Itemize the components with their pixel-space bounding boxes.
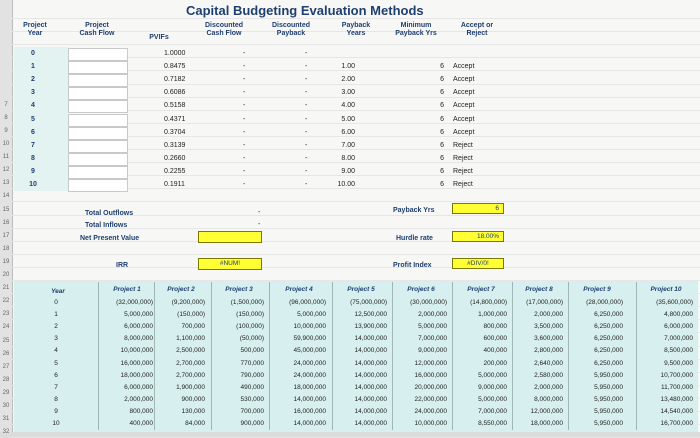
project-cash-flow-cell[interactable]: 11,700,000 bbox=[660, 383, 693, 391]
payback-years-cell[interactable]: 9.00 bbox=[341, 167, 355, 175]
minimum-payback-cell[interactable]: 6 bbox=[440, 102, 444, 110]
project-cash-flow-cell[interactable]: 14,000,000 bbox=[354, 407, 387, 415]
project-cash-flow-cell[interactable]: 14,000,000 bbox=[354, 335, 387, 343]
project-cash-flow-cell[interactable]: 400,000 bbox=[129, 420, 153, 427]
bottom-year-cell[interactable]: 3 bbox=[54, 335, 58, 343]
row-number[interactable]: 14 bbox=[2, 193, 10, 200]
pvif-cell[interactable]: 0.3704 bbox=[164, 128, 186, 136]
project-cash-flow-cell[interactable]: 2,000,000 bbox=[124, 395, 153, 403]
bottom-year-cell[interactable]: 2 bbox=[54, 323, 58, 331]
project-cash-flow-cell[interactable]: 400,000 bbox=[483, 347, 507, 355]
project-cash-flow-cell[interactable]: 13,900,000 bbox=[354, 323, 387, 331]
project-cash-flow-cell[interactable]: 5,000,000 bbox=[124, 311, 153, 319]
bottom-year-cell[interactable]: 5 bbox=[54, 359, 58, 367]
project-cash-flow-cell[interactable]: (14,800,000) bbox=[470, 299, 507, 306]
discounted-payback-cell[interactable]: - bbox=[305, 167, 308, 175]
minimum-payback-cell[interactable]: 6 bbox=[440, 128, 444, 136]
project-cash-flow-cell[interactable]: 10,700,000 bbox=[660, 371, 693, 379]
project-cash-flow-cell[interactable]: 5,000,000 bbox=[478, 395, 507, 403]
top-year-cell[interactable]: 10 bbox=[29, 181, 37, 188]
project-cash-flow-cell[interactable]: 13,480,000 bbox=[660, 395, 693, 403]
project-cash-flow-cell[interactable]: 6,000,000 bbox=[664, 323, 693, 331]
project-cash-flow-cell[interactable]: 18,000,000 bbox=[530, 420, 563, 427]
project-cash-flow-cell[interactable]: 16,000,000 bbox=[414, 371, 447, 379]
discounted-payback-cell[interactable]: - bbox=[305, 50, 308, 57]
project-cash-flow-cell[interactable]: 4,800,000 bbox=[664, 311, 693, 319]
pvif-cell[interactable]: 0.2660 bbox=[164, 154, 186, 162]
bottom-year-cell[interactable]: 4 bbox=[54, 347, 58, 355]
project-cash-flow-cell[interactable]: 6,250,000 bbox=[594, 347, 623, 355]
project-cash-flow-cell[interactable]: (150,000) bbox=[236, 311, 264, 319]
row-number[interactable]: 19 bbox=[2, 258, 10, 265]
grid-row-line bbox=[12, 44, 700, 45]
project-cash-flow-cell[interactable]: 14,000,000 bbox=[354, 371, 387, 379]
discounted-payback-cell[interactable]: - bbox=[305, 181, 308, 188]
discounted-cash-flow-cell[interactable]: - bbox=[243, 115, 246, 123]
accept-reject-cell[interactable]: Accept bbox=[453, 76, 475, 84]
project-cash-flow-cell[interactable]: (35,600,000) bbox=[656, 299, 693, 306]
project-header-4: Project 4 bbox=[285, 286, 313, 293]
payback-yrs-cell[interactable]: 6 bbox=[452, 203, 504, 214]
project-cash-flow-cell[interactable]: 8,500,000 bbox=[664, 347, 693, 355]
total-inflows-value[interactable]: - bbox=[258, 221, 261, 228]
label-profit-index: Profit Index bbox=[393, 262, 432, 269]
discounted-cash-flow-cell[interactable]: - bbox=[243, 167, 246, 175]
pvif-cell[interactable]: 0.2255 bbox=[164, 167, 186, 175]
project-cash-flow-input[interactable] bbox=[68, 74, 128, 87]
total-outflows-value[interactable]: - bbox=[258, 209, 261, 216]
project-cash-flow-cell[interactable]: 14,000,000 bbox=[354, 383, 387, 391]
grid-row-line bbox=[12, 18, 700, 19]
project-cash-flow-cell[interactable]: (100,000) bbox=[236, 323, 264, 331]
project-cash-flow-input[interactable] bbox=[68, 140, 128, 153]
minimum-payback-cell[interactable]: 6 bbox=[440, 63, 444, 71]
project-cash-flow-cell[interactable]: 45,000,000 bbox=[293, 347, 326, 355]
project-cash-flow-cell[interactable]: 5,950,000 bbox=[594, 395, 623, 403]
pvif-cell[interactable]: 1.0000 bbox=[164, 50, 186, 57]
project-cash-flow-cell[interactable]: 790,000 bbox=[240, 371, 264, 379]
row-number[interactable]: 11 bbox=[2, 154, 10, 161]
project-cash-flow-cell[interactable]: (9,200,000) bbox=[171, 299, 205, 306]
project-cash-flow-cell[interactable]: 6,000,000 bbox=[124, 383, 153, 391]
discounted-payback-cell[interactable]: - bbox=[305, 154, 308, 162]
project-cash-flow-cell[interactable]: 84,000 bbox=[185, 420, 205, 427]
minimum-payback-cell[interactable]: 6 bbox=[440, 89, 444, 97]
discounted-payback-cell[interactable]: - bbox=[305, 115, 308, 123]
pvif-cell[interactable]: 0.6086 bbox=[164, 89, 186, 97]
discounted-cash-flow-cell[interactable]: - bbox=[243, 63, 246, 71]
project-cash-flow-cell[interactable]: 2,800,000 bbox=[534, 347, 563, 355]
row-number[interactable]: 18 bbox=[2, 245, 10, 252]
top-year-cell[interactable]: 2 bbox=[31, 76, 35, 84]
year-column-shade bbox=[14, 47, 68, 191]
pvif-cell[interactable]: 0.4371 bbox=[164, 115, 186, 123]
row-number[interactable]: 28 bbox=[2, 376, 10, 383]
row-number[interactable]: 12 bbox=[2, 167, 10, 174]
project-cash-flow-input[interactable] bbox=[68, 48, 128, 61]
sheet-title: Capital Budgeting Evaluation Methods bbox=[186, 3, 424, 18]
pvif-cell[interactable]: 0.1911 bbox=[164, 181, 185, 188]
pvif-cell[interactable]: 0.3139 bbox=[164, 141, 186, 149]
project-header-10: Project 10 bbox=[650, 286, 682, 293]
accept-reject-cell[interactable]: Reject bbox=[453, 167, 473, 175]
project-cash-flow-cell[interactable]: (17,000,000) bbox=[526, 299, 563, 306]
pvif-cell[interactable]: 0.8475 bbox=[164, 63, 186, 71]
project-cash-flow-cell[interactable]: 5,950,000 bbox=[594, 371, 623, 379]
bottom-year-cell[interactable]: 0 bbox=[54, 299, 58, 306]
pvif-cell[interactable]: 0.7182 bbox=[164, 76, 186, 84]
project-cash-flow-cell[interactable]: 500,000 bbox=[240, 347, 264, 355]
row-number[interactable]: 31 bbox=[2, 416, 10, 423]
profit-index-cell[interactable]: #DIV/0! bbox=[452, 258, 504, 269]
project-cash-flow-cell[interactable]: 700,000 bbox=[181, 323, 205, 331]
label-total-inflows: Total Inflows bbox=[85, 222, 128, 229]
project-cash-flow-cell[interactable]: 2,500,000 bbox=[176, 347, 205, 355]
project-cash-flow-cell[interactable]: 59,900,000 bbox=[293, 335, 326, 343]
project-cash-flow-input[interactable] bbox=[68, 61, 128, 74]
project-cash-flow-cell[interactable]: 490,000 bbox=[240, 383, 264, 391]
discounted-payback-cell[interactable]: - bbox=[305, 76, 308, 84]
project-cash-flow-cell[interactable]: 900,000 bbox=[181, 395, 205, 403]
project-cash-flow-cell[interactable]: 5,950,000 bbox=[594, 383, 623, 391]
row-number[interactable]: 32 bbox=[2, 429, 10, 436]
project-cash-flow-cell[interactable]: 24,000,000 bbox=[293, 371, 326, 379]
project-cash-flow-cell[interactable]: 5,000,000 bbox=[297, 311, 326, 319]
top-year-cell[interactable]: 3 bbox=[31, 89, 35, 97]
discounted-cash-flow-cell[interactable]: - bbox=[243, 154, 246, 162]
pvif-cell[interactable]: 0.5158 bbox=[164, 102, 186, 110]
row-number[interactable]: 26 bbox=[2, 350, 10, 357]
project-cash-flow-cell[interactable]: 1,100,000 bbox=[176, 335, 205, 343]
header-minimum-payback: Minimum Payback Yrs bbox=[395, 22, 437, 37]
row-number[interactable]: 24 bbox=[2, 324, 10, 331]
row-number[interactable]: 16 bbox=[2, 219, 10, 226]
row-number[interactable]: 9 bbox=[4, 127, 8, 134]
project-cash-flow-cell[interactable]: 6,250,000 bbox=[594, 359, 623, 367]
project-cash-flow-cell[interactable]: 16,000,000 bbox=[120, 359, 153, 367]
project-cash-flow-cell[interactable]: 8,550,000 bbox=[478, 420, 507, 427]
minimum-payback-cell[interactable]: 6 bbox=[440, 181, 444, 188]
minimum-payback-cell[interactable]: 6 bbox=[440, 141, 444, 149]
project-cash-flow-cell[interactable]: 530,000 bbox=[240, 395, 264, 403]
project-cash-flow-cell[interactable]: 16,700,000 bbox=[660, 420, 693, 427]
project-cash-flow-cell[interactable]: 5,000,000 bbox=[418, 323, 447, 331]
bottom-year-cell[interactable]: 6 bbox=[54, 371, 58, 379]
project-cash-flow-input[interactable] bbox=[68, 127, 128, 140]
project-cash-flow-cell[interactable]: 18,000,000 bbox=[120, 371, 153, 379]
project-cash-flow-cell[interactable]: 14,000,000 bbox=[354, 420, 387, 427]
npv-cell[interactable] bbox=[198, 231, 262, 243]
project-cash-flow-cell[interactable]: 24,000,000 bbox=[293, 359, 326, 367]
discounted-cash-flow-cell[interactable]: - bbox=[243, 50, 246, 57]
payback-years-cell[interactable]: 3.00 bbox=[341, 89, 355, 97]
project-cash-flow-cell[interactable]: 900,000 bbox=[240, 420, 264, 427]
bottom-year-cell[interactable]: 10 bbox=[52, 420, 60, 427]
project-cash-flow-cell[interactable]: (28,000,000) bbox=[586, 299, 623, 306]
header-accept-reject: Accept or Reject bbox=[460, 22, 494, 37]
project-header-7: Project 7 bbox=[467, 286, 495, 293]
top-year-cell[interactable]: 6 bbox=[31, 128, 35, 136]
project-cash-flow-cell[interactable]: 1,900,000 bbox=[176, 383, 205, 391]
accept-reject-cell[interactable]: Accept bbox=[453, 89, 475, 97]
row-number[interactable]: 8 bbox=[4, 114, 8, 121]
project-cash-flow-cell[interactable]: 14,000,000 bbox=[354, 347, 387, 355]
top-year-cell[interactable]: 8 bbox=[31, 154, 35, 162]
project-cash-flow-input[interactable] bbox=[68, 153, 128, 166]
bottom-year-cell[interactable]: 1 bbox=[54, 311, 58, 319]
project-cash-flow-cell[interactable]: 3,600,000 bbox=[534, 335, 563, 343]
accept-reject-cell[interactable]: Reject bbox=[453, 181, 473, 188]
project-cash-flow-cell[interactable]: 2,000,000 bbox=[418, 311, 447, 319]
project-cash-flow-cell[interactable]: 10,000,000 bbox=[414, 420, 447, 427]
row-number[interactable]: 29 bbox=[2, 389, 10, 396]
discounted-cash-flow-cell[interactable]: - bbox=[243, 89, 246, 97]
project-cash-flow-cell[interactable]: 22,000,000 bbox=[414, 395, 447, 403]
header-discounted-payback: Discounted Payback bbox=[271, 22, 311, 37]
project-cash-flow-cell[interactable]: 7,000,000 bbox=[478, 407, 507, 415]
project-cash-flow-cell[interactable]: 12,500,000 bbox=[354, 311, 387, 319]
project-cash-flow-cell[interactable]: 700,000 bbox=[240, 407, 264, 415]
label-hurdle-rate: Hurdle rate bbox=[396, 235, 433, 242]
irr-cell[interactable]: #NUM! bbox=[198, 258, 262, 270]
grid-row-line bbox=[12, 254, 700, 255]
project-cash-flow-cell[interactable]: 9,000,000 bbox=[418, 347, 447, 355]
project-cash-flow-cell[interactable]: 800,000 bbox=[129, 407, 153, 415]
project-header-1: Project 1 bbox=[113, 286, 141, 293]
project-cash-flow-cell[interactable]: 600,000 bbox=[483, 335, 507, 343]
row-number[interactable]: 10 bbox=[2, 141, 10, 147]
bottom-year-cell[interactable]: 7 bbox=[54, 383, 58, 391]
bottom-year-cell[interactable]: 9 bbox=[54, 407, 58, 415]
accept-reject-cell[interactable]: Accept bbox=[453, 115, 475, 123]
year-column-header: Year bbox=[51, 288, 65, 295]
project-cash-flow-cell[interactable]: 8,000,000 bbox=[534, 395, 563, 403]
accept-reject-cell[interactable]: Accept bbox=[453, 63, 475, 71]
project-cash-flow-cell[interactable]: 14,000,000 bbox=[293, 420, 326, 427]
header-pvifs: PVIFs bbox=[149, 34, 169, 41]
project-cash-flow-cell[interactable]: 2,580,000 bbox=[534, 371, 563, 379]
row-number[interactable]: 13 bbox=[2, 180, 10, 187]
payback-years-cell[interactable]: 6.00 bbox=[341, 128, 355, 136]
project-cash-flow-cell[interactable]: 2,000,000 bbox=[534, 383, 563, 391]
minimum-payback-cell[interactable]: 6 bbox=[440, 154, 444, 162]
project-cash-flow-cell[interactable]: 14,000,000 bbox=[354, 395, 387, 403]
accept-reject-cell[interactable]: Reject bbox=[453, 154, 473, 162]
project-cash-flow-cell[interactable]: 3,500,000 bbox=[534, 323, 563, 331]
project-cash-flow-cell[interactable]: 14,000,000 bbox=[354, 359, 387, 367]
project-header-3: Project 3 bbox=[225, 286, 253, 293]
hurdle-rate-cell[interactable]: 18.00% bbox=[452, 231, 504, 242]
project-cash-flow-cell[interactable]: (32,000,000) bbox=[116, 299, 153, 306]
grid-row-line bbox=[12, 201, 700, 202]
payback-years-cell[interactable]: 5.00 bbox=[341, 115, 355, 123]
project-cash-flow-cell[interactable]: 6,250,000 bbox=[594, 323, 623, 331]
header-discounted-cash-flow: Discounted Cash Flow bbox=[204, 22, 244, 37]
project-cash-flow-cell[interactable]: 770,000 bbox=[240, 359, 264, 367]
discounted-cash-flow-cell[interactable]: - bbox=[243, 76, 246, 84]
project-cash-flow-input[interactable] bbox=[68, 114, 128, 127]
top-year-cell[interactable]: 5 bbox=[31, 115, 35, 123]
project-header-8: Project 8 bbox=[525, 286, 553, 293]
project-cash-flow-cell[interactable]: 5,950,000 bbox=[594, 420, 623, 427]
payback-years-cell[interactable]: 7.00 bbox=[341, 141, 355, 149]
project-cash-flow-cell[interactable]: 2,640,000 bbox=[534, 359, 563, 367]
project-cash-flow-cell[interactable]: (1,500,000) bbox=[230, 299, 264, 306]
project-cash-flow-cell[interactable]: 9,000,000 bbox=[478, 383, 507, 391]
discounted-payback-cell[interactable]: - bbox=[305, 141, 308, 149]
project-cash-flow-cell[interactable]: 800,000 bbox=[483, 323, 507, 331]
bottom-year-cell[interactable]: 8 bbox=[54, 395, 58, 403]
project-header-5: Project 5 bbox=[347, 286, 375, 293]
discounted-payback-cell[interactable]: - bbox=[305, 89, 308, 97]
project-cash-flow-cell[interactable]: 10,000,000 bbox=[120, 347, 153, 355]
row-number[interactable]: 22 bbox=[2, 298, 10, 305]
accept-reject-cell[interactable]: Accept bbox=[453, 102, 475, 110]
project-cash-flow-cell[interactable]: 24,000,000 bbox=[414, 407, 447, 415]
project-cash-flow-cell[interactable]: 200,000 bbox=[483, 359, 507, 367]
header-payback-years: Payback Years bbox=[341, 22, 371, 37]
header-project-cash-flow: Project Cash Flow bbox=[79, 22, 115, 37]
label-total-outflows: Total Outflows bbox=[85, 210, 134, 217]
row-number[interactable]: 7 bbox=[4, 101, 8, 108]
row-number[interactable]: 30 bbox=[2, 403, 10, 409]
project-cash-flow-cell[interactable]: 1,000,000 bbox=[478, 311, 507, 319]
project-cash-flow-cell[interactable]: 8,000,000 bbox=[124, 335, 153, 343]
accept-reject-cell[interactable]: Reject bbox=[453, 141, 473, 149]
project-cash-flow-cell[interactable]: 12,000,000 bbox=[530, 407, 563, 415]
project-cash-flow-cell[interactable]: (50,000) bbox=[239, 335, 264, 343]
project-cash-flow-cell[interactable]: 20,000,000 bbox=[414, 383, 447, 391]
project-cash-flow-cell[interactable]: 6,250,000 bbox=[594, 311, 623, 319]
row-number[interactable]: 17 bbox=[2, 232, 10, 239]
project-cash-flow-input[interactable] bbox=[68, 166, 128, 179]
top-year-cell[interactable]: 1 bbox=[31, 63, 35, 71]
project-cash-flow-cell[interactable]: 18,000,000 bbox=[293, 383, 326, 391]
project-cash-flow-cell[interactable]: 6,250,000 bbox=[594, 335, 623, 343]
project-header-6: Project 6 bbox=[407, 286, 435, 293]
project-cash-flow-cell[interactable]: 10,000,000 bbox=[293, 323, 326, 331]
project-cash-flow-input[interactable] bbox=[68, 100, 128, 113]
minimum-payback-cell[interactable]: 6 bbox=[440, 76, 444, 84]
discounted-payback-cell[interactable]: - bbox=[305, 63, 308, 71]
top-year-cell[interactable]: 9 bbox=[31, 167, 35, 175]
project-cash-flow-cell[interactable]: 130,000 bbox=[181, 407, 205, 415]
project-header-9: Project 9 bbox=[583, 286, 611, 293]
payback-years-cell[interactable]: 4.00 bbox=[341, 102, 355, 110]
top-year-cell[interactable]: 0 bbox=[31, 50, 35, 57]
project-cash-flow-cell[interactable]: 9,500,000 bbox=[664, 359, 693, 367]
row-number[interactable]: 20 bbox=[2, 272, 10, 278]
project-cash-flow-cell[interactable]: 14,540,000 bbox=[660, 407, 693, 415]
minimum-payback-cell[interactable]: 6 bbox=[440, 167, 444, 175]
project-cash-flow-cell[interactable]: 7,000,000 bbox=[664, 335, 693, 343]
payback-years-cell[interactable]: 2.00 bbox=[341, 76, 355, 84]
project-cash-flow-cell[interactable]: 2,700,000 bbox=[176, 359, 205, 367]
project-cash-flow-cell[interactable]: (150,000) bbox=[177, 311, 205, 319]
project-cash-flow-cell[interactable]: 2,700,000 bbox=[176, 371, 205, 379]
project-cash-flow-cell[interactable]: 5,950,000 bbox=[594, 407, 623, 415]
discounted-cash-flow-cell[interactable]: - bbox=[243, 102, 246, 110]
project-cash-flow-cell[interactable]: 14,000,000 bbox=[293, 395, 326, 403]
minimum-payback-cell[interactable]: 6 bbox=[440, 115, 444, 123]
header-project-year: Project Year bbox=[23, 22, 47, 37]
row-number[interactable]: 25 bbox=[2, 337, 10, 344]
row-number[interactable]: 27 bbox=[2, 363, 10, 370]
label-irr: IRR bbox=[116, 262, 129, 269]
discounted-cash-flow-cell[interactable]: - bbox=[243, 181, 246, 188]
project-cash-flow-input[interactable] bbox=[68, 179, 128, 192]
payback-years-cell[interactable]: 8.00 bbox=[341, 154, 355, 162]
project-cash-flow-cell[interactable]: 16,000,000 bbox=[293, 407, 326, 415]
payback-years-cell[interactable]: 10.00 bbox=[337, 181, 355, 188]
project-cash-flow-cell[interactable]: 5,000,000 bbox=[478, 371, 507, 379]
label-payback-yrs: Payback Yrs bbox=[393, 207, 435, 214]
project-cash-flow-cell[interactable]: 7,000,000 bbox=[418, 335, 447, 343]
top-year-cell[interactable]: 4 bbox=[31, 102, 35, 110]
accept-reject-cell[interactable]: Accept bbox=[453, 128, 475, 136]
project-cash-flow-input[interactable] bbox=[68, 87, 128, 100]
project-cash-flow-cell[interactable]: (96,000,000) bbox=[289, 299, 326, 306]
project-cash-flow-cell[interactable]: (30,000,000) bbox=[410, 299, 447, 306]
discounted-cash-flow-cell[interactable]: - bbox=[243, 141, 246, 149]
row-number[interactable]: 15 bbox=[2, 206, 10, 213]
discounted-cash-flow-cell[interactable]: - bbox=[243, 128, 246, 136]
payback-years-cell[interactable]: 1.00 bbox=[341, 63, 355, 71]
row-number[interactable]: 21 bbox=[2, 285, 10, 292]
project-cash-flow-cell[interactable]: (75,000,000) bbox=[350, 299, 387, 306]
project-cash-flow-cell[interactable]: 2,000,000 bbox=[534, 311, 563, 319]
row-number[interactable]: 23 bbox=[2, 311, 10, 318]
project-cash-flow-cell[interactable]: 12,000,000 bbox=[414, 359, 447, 367]
discounted-payback-cell[interactable]: - bbox=[305, 102, 308, 110]
discounted-payback-cell[interactable]: - bbox=[305, 128, 308, 136]
top-year-cell[interactable]: 7 bbox=[31, 141, 35, 149]
project-header-2: Project 2 bbox=[167, 286, 195, 293]
project-cash-flow-cell[interactable]: 6,000,000 bbox=[124, 323, 153, 331]
label-npv: Net Present Value bbox=[80, 235, 140, 242]
